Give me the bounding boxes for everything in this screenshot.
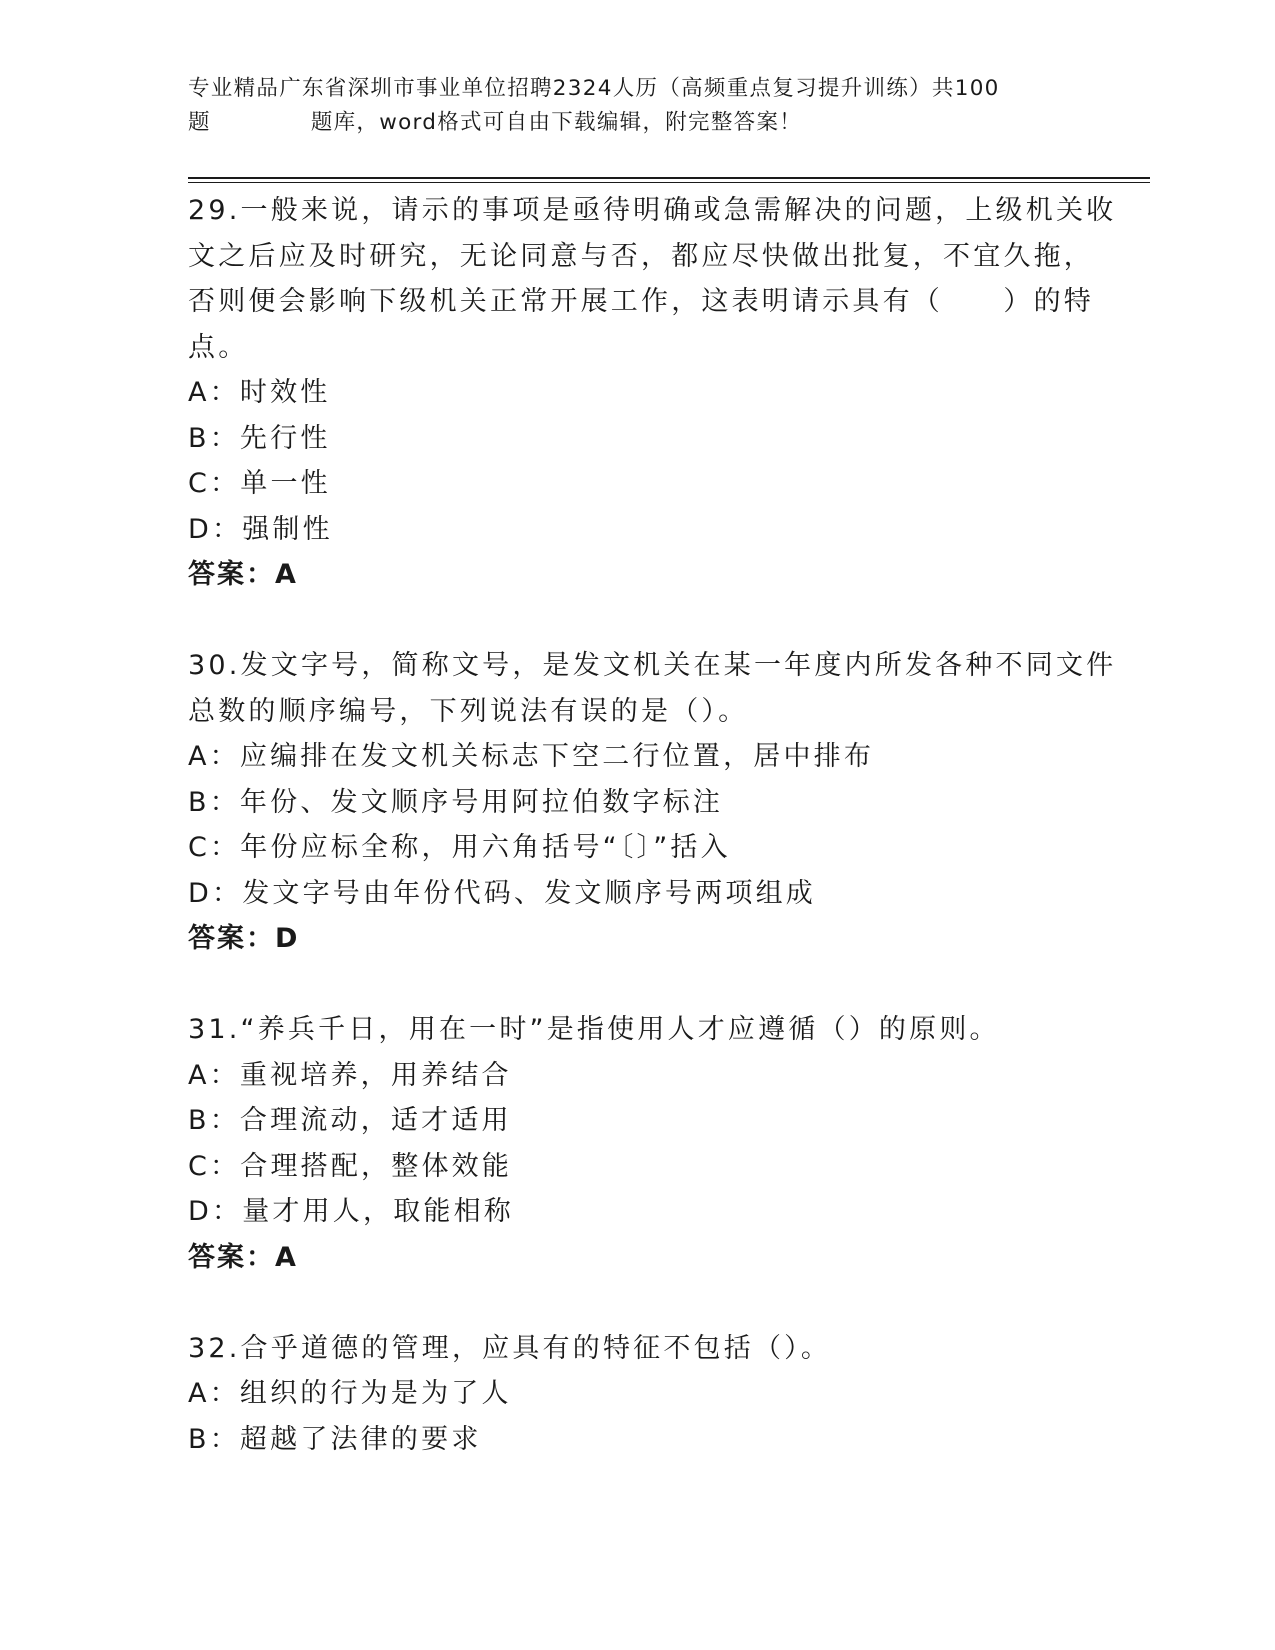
answer-label: 答案：A: [188, 559, 298, 590]
question-text-line: 点。: [188, 331, 249, 363]
option-c: C：合理搭配，整体效能: [188, 1150, 513, 1182]
option-b: B：先行性: [188, 422, 331, 454]
option-c: C：单一性: [188, 468, 331, 499]
answer-label: 答案：A: [188, 1241, 298, 1273]
question-text-line: 否则便会影响下级机关正常开展工作，这表明请示具有（ ）的特: [188, 286, 1094, 317]
question-text-line: 30.发文字号，简称文号，是发文机关在某一年度内所发各种不同文件: [188, 650, 1117, 681]
header-title-line-2: [188, 106, 1068, 140]
header-divider-thin: [188, 182, 1150, 183]
option-a: A：组织的行为是为了人: [188, 1378, 512, 1409]
document-header: [188, 72, 1068, 140]
option-d: D：量才用人，取能相称: [188, 1196, 514, 1227]
header-title-line-2-right: 题库，word格式可自由下载编辑，附完整答案！: [310, 110, 803, 135]
header-title-line-1: 专业精品广东省深圳市事业单位招聘2324人历（高频重点复习提升训练）共100: [188, 76, 1000, 101]
option-a: A：时效性: [188, 377, 331, 408]
question-text-line: 32.合乎道德的管理，应具有的特征不包括（）。: [188, 1332, 832, 1364]
question-list: [188, 188, 1117, 1462]
question-29: [188, 188, 1117, 598]
question-text-line: 总数的顺序编号，下列说法有误的是（）。: [188, 695, 749, 727]
question-30: [188, 643, 1117, 962]
option-d: D：强制性: [188, 513, 333, 545]
option-b: B：合理流动，适才适用: [188, 1105, 512, 1136]
question-text-line: 29.一般来说，请示的事项是亟待明确或急需解决的问题，上级机关收: [188, 195, 1117, 226]
header-divider-thick: [188, 177, 1150, 179]
option-a: A：应编排在发文机关标志下空二行位置，居中排布: [188, 741, 875, 772]
question-text-line: 文之后应及时研究，无论同意与否，都应尽快做出批复，不宜久拖，: [188, 240, 1094, 272]
option-b: B：年份、发文顺序号用阿拉伯数字标注: [188, 786, 724, 818]
header-title-line-2-left: 题: [188, 110, 211, 135]
option-b: B：超越了法律的要求: [188, 1423, 482, 1455]
question-32: [188, 1326, 1088, 1463]
answer-label: 答案：D: [188, 923, 300, 954]
question-31: [188, 1007, 1088, 1280]
option-c: C：年份应标全称，用六角括号“〔〕”括入: [188, 832, 731, 863]
question-text-line: 31.“养兵千日，用在一时”是指使用人才应遵循（）的原则。: [188, 1014, 1000, 1045]
option-d: D：发文字号由年份代码、发文顺序号两项组成: [188, 877, 816, 909]
option-a: A：重视培养，用养结合: [188, 1059, 512, 1091]
